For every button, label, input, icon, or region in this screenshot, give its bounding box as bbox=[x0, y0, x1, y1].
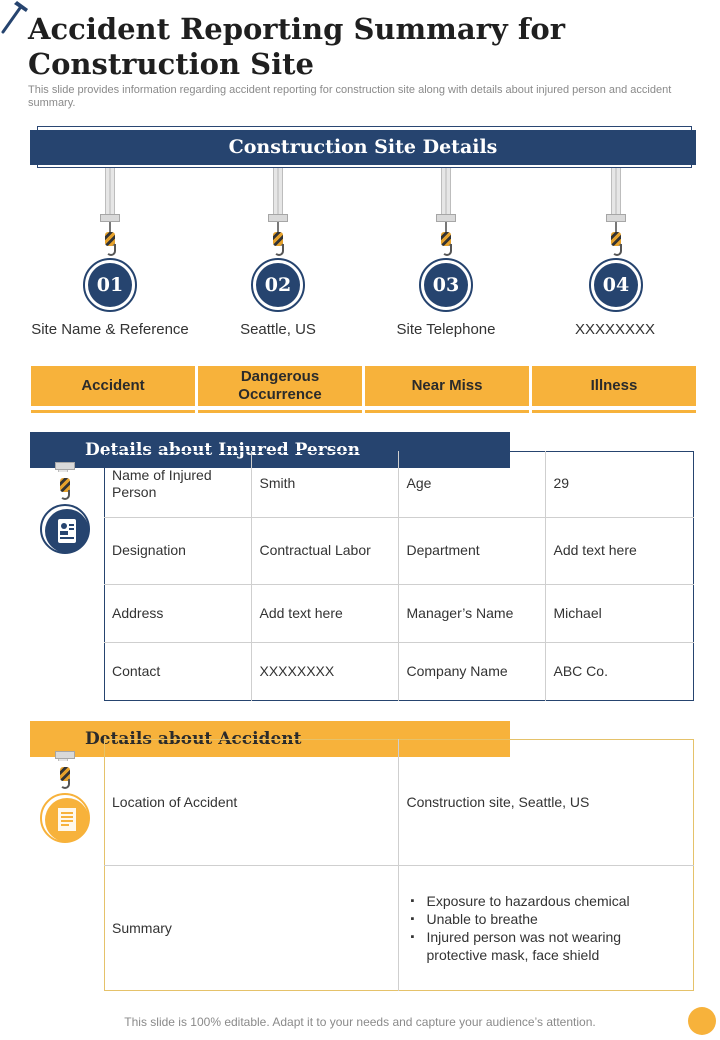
page-subtitle: This slide provides information regarding accident reporting for construction site along with details about injured person and accident summary. bbox=[28, 84, 672, 109]
accident-hanger bbox=[38, 751, 92, 841]
cell-value: 29 bbox=[545, 451, 694, 517]
site-hanger-4 bbox=[586, 168, 646, 318]
cell-value: ABC Co. bbox=[545, 642, 694, 701]
category-accident: Accident bbox=[31, 366, 195, 410]
cell-value: Add text here bbox=[251, 584, 398, 642]
cell-value: XXXXXXXX bbox=[251, 642, 398, 701]
injured-person-heading: Details about Injured Person bbox=[30, 432, 510, 468]
list-item: ▪ Injured person was not wearing protective mask, face shield bbox=[409, 928, 665, 964]
cell-label: Contact bbox=[104, 642, 251, 701]
category-near-miss: Near Miss bbox=[365, 366, 529, 410]
site-hanger-2 bbox=[248, 168, 308, 318]
cell-label: Address bbox=[104, 584, 251, 642]
cell-label: Age bbox=[398, 451, 545, 517]
cell-label: Name of Injured Person bbox=[104, 451, 251, 517]
footer-note: This slide is 100% editable. Adapt it to your needs and capture your audience’s attention. bbox=[124, 1015, 596, 1029]
cell-value: Contractual Labor bbox=[251, 517, 398, 584]
number-badge: 02 bbox=[251, 258, 305, 312]
injured-hanger bbox=[38, 462, 92, 552]
site-label-value: XXXXXXXX bbox=[574, 321, 656, 338]
list-item: ▪ Exposure to hazardous chemical bbox=[409, 892, 665, 910]
page-title: Accident Reporting Summary for Construction Site bbox=[28, 12, 565, 81]
cell-label: Company Name bbox=[398, 642, 545, 701]
site-hanger-1 bbox=[80, 168, 140, 318]
injured-person-table bbox=[104, 451, 694, 701]
site-label-name: Site Name & Reference bbox=[31, 321, 189, 338]
accident-heading: Details about Accident bbox=[30, 721, 510, 757]
site-label-telephone: Site Telephone bbox=[396, 321, 496, 338]
category-dangerous-occurrence: Dangerous Occurrence bbox=[198, 366, 362, 410]
cell-label: Department bbox=[398, 517, 545, 584]
accident-table bbox=[104, 739, 694, 991]
number-badge: 01 bbox=[83, 258, 137, 312]
hammer-icon bbox=[0, 0, 30, 34]
cell-label: Manager’s Name bbox=[398, 584, 545, 642]
summary-list bbox=[409, 892, 665, 964]
category-illness: Illness bbox=[532, 366, 696, 410]
cell-label: Designation bbox=[104, 517, 251, 584]
summary-cell bbox=[398, 865, 694, 991]
cell-value: Add text here bbox=[545, 517, 694, 584]
cell-value: Michael bbox=[545, 584, 694, 642]
location-label: Location of Accident bbox=[104, 739, 398, 865]
cell-value: Smith bbox=[251, 451, 398, 517]
site-details-banner: Construction Site Details bbox=[30, 130, 696, 165]
document-icon bbox=[45, 798, 89, 842]
employee-card-icon bbox=[45, 509, 89, 553]
site-hanger-3 bbox=[416, 168, 476, 318]
decorative-dot bbox=[688, 1007, 716, 1035]
location-value: Construction site, Seattle, US bbox=[398, 739, 694, 865]
summary-label: Summary bbox=[104, 865, 398, 991]
site-label-location: Seattle, US bbox=[240, 321, 316, 338]
list-item: ▪ Unable to breathe bbox=[409, 910, 665, 928]
number-badge: 03 bbox=[419, 258, 473, 312]
number-badge: 04 bbox=[589, 258, 643, 312]
